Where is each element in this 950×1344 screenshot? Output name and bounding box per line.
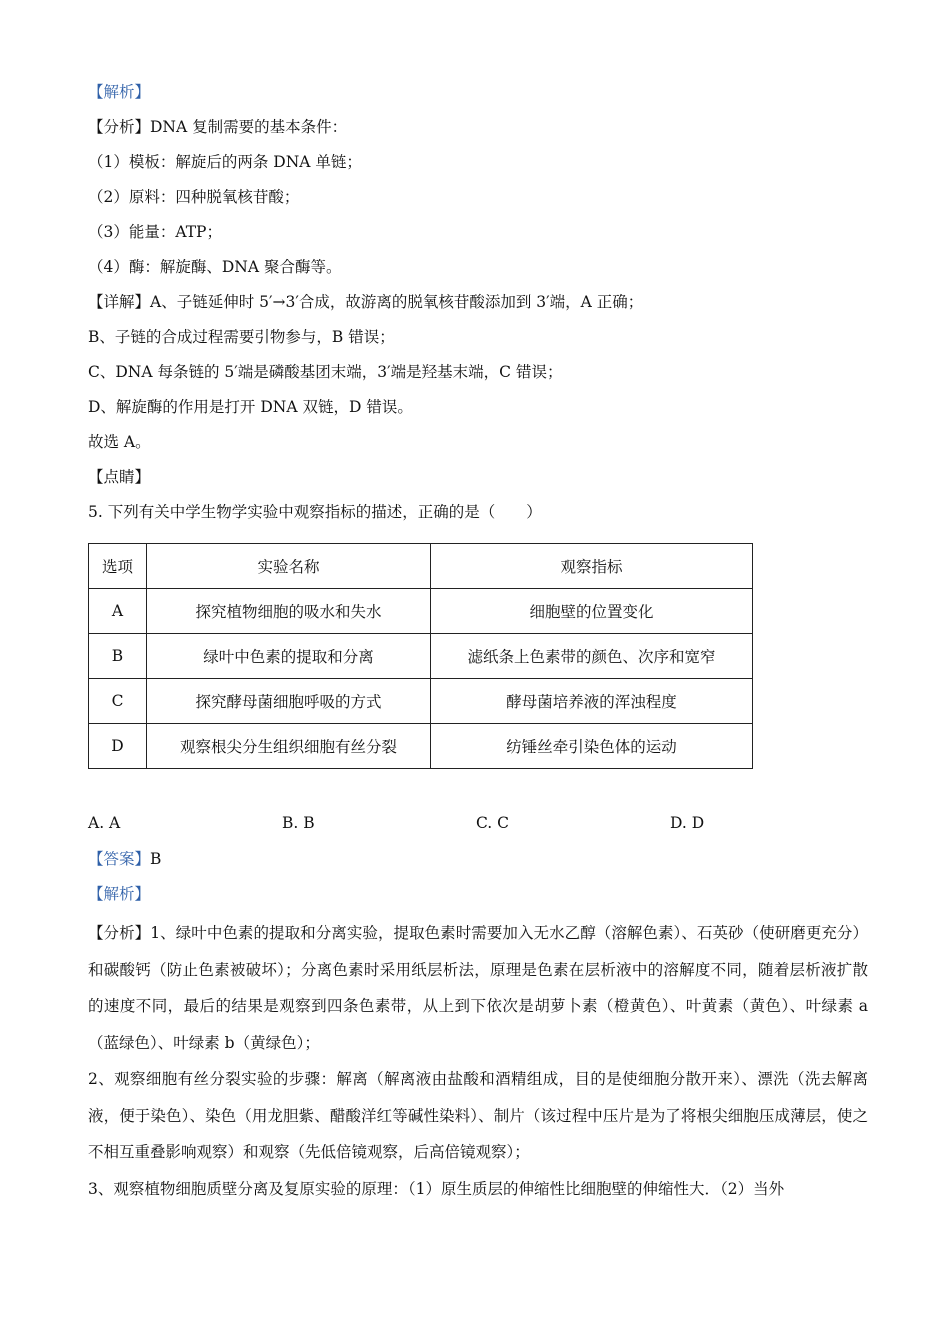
row-experiment: 探究植物细胞的吸水和失水 <box>147 589 431 634</box>
row-option: D <box>89 724 147 769</box>
question-stem: 5. 下列有关中学生物学实验中观察指标的描述，正确的是（ ） <box>88 503 542 521</box>
row-indicator: 纺锤丝牵引染色体的运动 <box>431 724 753 769</box>
option-d: D. D <box>670 814 705 832</box>
detail-d: D、解旋酶的作用是打开 DNA 双链，D 错误。 <box>88 398 413 416</box>
document-page <box>88 78 868 1207</box>
row-indicator: 酵母菌培养液的浑浊程度 <box>431 679 753 724</box>
answer-label: 【答案】 <box>88 850 151 868</box>
option-b: B. B <box>282 814 315 832</box>
row-indicator: 滤纸条上色素带的颜色、次序和宽窄 <box>431 634 753 679</box>
analysis-heading: 【解析】 <box>88 83 151 101</box>
condition-enzyme: （4）酶：解旋酶、DNA 聚合酶等。 <box>88 258 342 276</box>
answer-line <box>88 845 868 880</box>
header-indicator: 观察指标 <box>431 544 753 589</box>
answer-options <box>88 809 868 845</box>
table-row <box>89 589 753 634</box>
table-row <box>89 724 753 769</box>
header-experiment: 实验名称 <box>147 544 431 589</box>
detail-c: C、DNA 每条链的 5′端是磷酸基团末端，3′端是羟基末端，C 错误； <box>88 363 563 381</box>
table-row <box>89 679 753 724</box>
row-option: B <box>89 634 147 679</box>
row-experiment: 探究酵母菌细胞呼吸的方式 <box>147 679 431 724</box>
detail-a: 【详解】A、子链延伸时 5′→3′合成，故游离的脱氧核苷酸添加到 3′端，A 正确； <box>88 293 644 311</box>
detail-b: B、子链的合成过程需要引物参与，B 错误； <box>88 328 395 346</box>
option-c: C. C <box>476 814 510 832</box>
dianjing-heading: 【点睛】 <box>88 468 151 486</box>
choose-line: 故选 A。 <box>88 433 151 451</box>
analysis-intro: 【分析】DNA 复制需要的基本条件： <box>88 118 348 136</box>
answer-value: B <box>150 850 162 868</box>
condition-energy: （3）能量：ATP； <box>88 223 222 241</box>
analysis-paragraph-2: 2、观察细胞有丝分裂实验的步骤：解离（解离液由盐酸和酒精组成，目的是使细胞分散开来）、漂洗（洗去解离液，便于染色）、染色（用龙胆紫、醋酸洋红等碱性染料）、制片（该过程中压片是为了将根尖细胞压成薄层，使之不相互重叠影响观察）和观察（先低倍镜观察，后高倍镜观察）； <box>88 1070 868 1161</box>
row-option: A <box>89 589 147 634</box>
table-header-row <box>89 544 753 589</box>
option-a: A. A <box>88 814 121 832</box>
analysis-paragraph-1: 【分析】1、绿叶中色素的提取和分离实验，提取色素时需要加入无水乙醇（溶解色素）、石英砂（使研磨更充分）和碳酸钙（防止色素被破坏）；分离色素时采用纸层析法，原理是色素在层析液中的溶解度不同，随着层析液扩散的速度不同，最后的结果是观察到四条色素带，从上到下依次是胡萝卜素（橙黄色）、叶黄素（黄色）、叶绿素 a（蓝绿色）、叶绿素 b（黄绿色）； <box>88 924 868 1052</box>
row-option: C <box>89 679 147 724</box>
row-experiment: 绿叶中色素的提取和分离 <box>147 634 431 679</box>
header-option: 选项 <box>89 544 147 589</box>
analysis-heading-2: 【解析】 <box>88 885 151 903</box>
analysis-paragraph-3: 3、观察植物细胞质壁分离及复原实验的原理：（1）原生质层的伸缩性比细胞壁的伸缩性大．（2）当外 <box>88 1179 785 1198</box>
row-indicator: 细胞壁的位置变化 <box>431 589 753 634</box>
row-experiment: 观察根尖分生组织细胞有丝分裂 <box>147 724 431 769</box>
condition-template: （1）模板：解旋后的两条 DNA 单链； <box>88 153 362 171</box>
table-row <box>89 634 753 679</box>
experiment-table <box>88 543 753 769</box>
condition-material: （2）原料：四种脱氧核苷酸； <box>88 188 300 206</box>
